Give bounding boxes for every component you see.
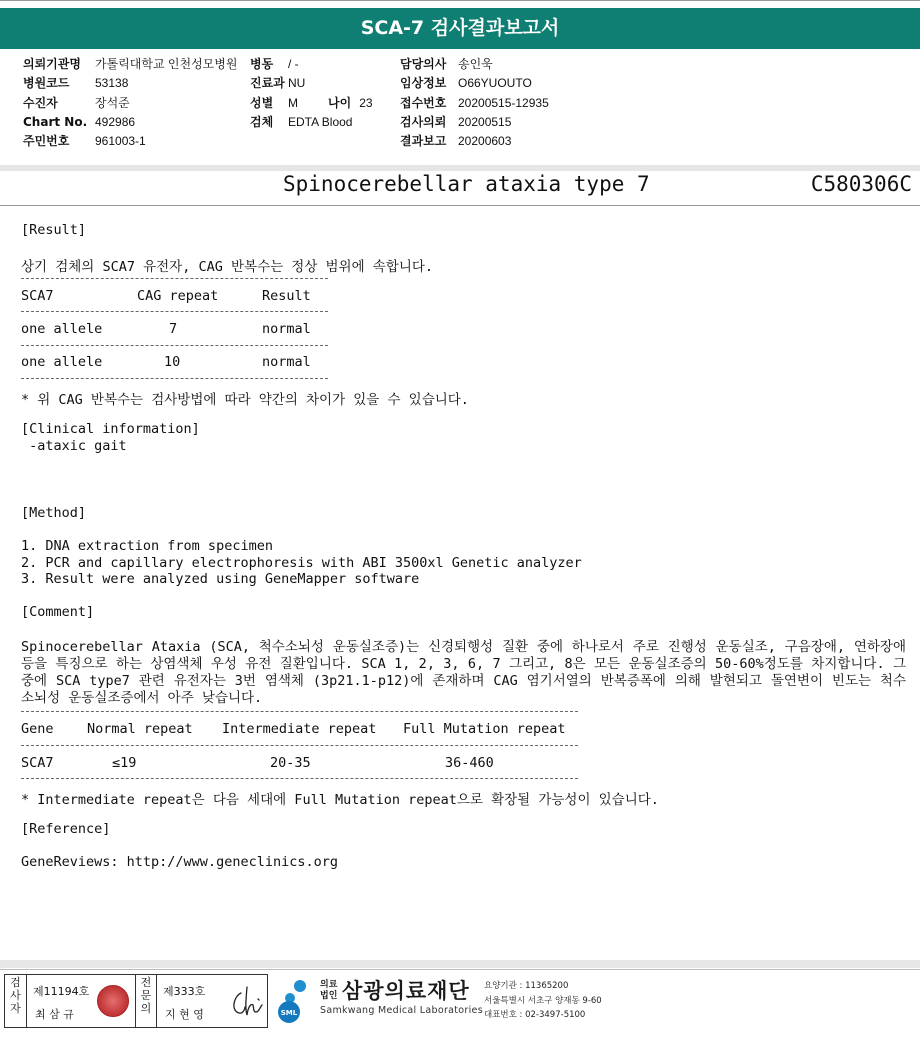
label-hospital-code: 병원코드 [23,76,70,91]
value-receipt-no: 20200515-12935 [458,95,549,110]
org-english-name: Samkwang Medical Laboratories [320,1005,483,1016]
value-request-date: 20200515 [458,114,512,129]
divider [21,711,578,712]
clinical-heading: [Clinical information] [21,421,200,437]
label-clinical-info: 임상정보 [400,76,447,91]
org-name: 삼광의료재단 [342,979,470,1003]
result-col-result: Result [262,288,311,304]
divider [21,345,328,346]
value-age: 23 [359,95,373,110]
value-department: NU [288,76,306,91]
allele-2-result: normal [262,354,311,370]
divider [21,745,578,746]
test-separator [0,205,920,206]
allele-1-repeat: 7 [169,321,178,337]
method-step-3: 3. Result were analyzed using GeneMapper software [21,571,420,587]
footer-separator [0,960,920,968]
label-request-date: 검사의뢰 [400,114,447,129]
value-sex: M [288,95,298,110]
method-heading: [Method] [21,505,87,521]
sml-logo-icon [272,976,320,1024]
info-column-1 [23,55,237,151]
label-patient: 수진자 [23,95,58,110]
info-separator [0,165,920,171]
value-specimen: EDTA Blood [288,114,353,129]
comment-note: * Intermediate repeat은 다음 세대에 Full Mutation repeat으로 확장될 가능성이 있습니다. [21,792,659,808]
top-border [0,0,920,8]
signature-icon [227,981,265,1021]
label-sex: 성별 [250,95,274,110]
gene-col-full: Full Mutation repeat [403,721,566,737]
org-type: 의료 법인 [320,980,338,1001]
label-report-date: 결과보고 [400,134,447,149]
org-contact [484,979,602,1023]
allele-1-result: normal [262,321,311,337]
label-resident-no: 주민번호 [23,134,70,149]
reference-text: GeneReviews: http://www.geneclinics.org [21,854,338,870]
value-doctor: 송인욱 [458,57,493,71]
comment-heading: [Comment] [21,604,95,620]
label-ward: 병동 [250,57,274,71]
test-code: C580306C [810,172,912,196]
divider [21,778,578,779]
examiner-name: 최 삼 규 [35,1008,74,1021]
label-institution: 의뢰기관명 [23,57,81,71]
gene-col-normal: Normal repeat [87,721,193,737]
result-col-gene: SCA7 [21,288,54,304]
info-column-3 [400,55,549,151]
value-report-date: 20200603 [458,134,512,149]
allele-1-label: one allele [21,321,103,337]
value-patient: 장석준 [95,95,130,110]
clinical-text: -ataxic gait [21,438,127,454]
value-chart-no: 492986 [95,114,136,129]
label-age: 나이 [328,95,352,110]
test-name: Spinocerebellar ataxia type 7 [283,172,650,196]
doctor-name: 지 현 영 [165,1008,204,1021]
examiner-label: 검 사 자 [5,975,27,1027]
gene-row-intermediate: 20-35 [270,755,311,771]
result-heading: [Result] [21,222,87,238]
value-hospital-code: 53138 [95,76,129,91]
gene-row-gene: SCA7 [21,755,54,771]
divider [21,311,328,312]
org-phone: 대표번호 : 02-3497-5100 [484,1010,586,1020]
doctor-license: 제333호 [163,985,206,998]
comment-text: Spinocerebellar Ataxia (SCA, 척수소뇌성 운동실조증)는 신경퇴행성 질환 중에 하나로서 주로 진행성 운동실조, 구음장애, 연하장애 등을 특징으로 하는 상염색체 우성 유전 질환입니다. SCA 1, 2, 3, 6, 7 그리고, 8은 모든 운동실조증의 50-60%정도를 차지합니다. 그중에 SCA type7 관련 유전자는 3번 염색체 (3p21.1-p12)에 존재하며 CAG 염기서열의 반복증폭에 의해 발현되고 돌연변이 빈도는 척수소뇌성 운동실조증에서 아주 낮습니다. [21,639,906,706]
specialist-label: 전 문 의 [135,975,157,1027]
seal-stamp-icon [97,985,129,1017]
method-step-1: 1. DNA extraction from specimen [21,538,273,554]
value-institution: 가톨릭대학교 인천성모병원 [95,57,238,71]
org-code: 요양기관 : 11365200 [484,981,569,991]
examiner-license: 제11194호 [33,985,90,998]
footer-line [0,969,920,970]
gene-col-intermediate: Intermediate repeat [222,721,377,737]
info-column-2 [250,55,373,132]
gene-col-gene: Gene [21,721,54,737]
label-department: 진료과 [250,76,285,91]
result-col-repeat: CAG repeat [137,288,219,304]
gene-row-normal: ≤19 [112,755,137,771]
gene-row-full: 36-460 [445,755,494,771]
signature-box [4,974,268,1028]
org-address: 서울특별시 서초구 양재동 9-60 [484,995,602,1006]
divider [21,378,328,379]
label-specimen: 검체 [250,114,274,129]
report-title: SCA-7 검사결과보고서 [0,8,920,49]
value-resident-no: 961003-1 [95,134,146,149]
label-doctor: 담당의사 [400,57,447,71]
label-receipt-no: 접수번호 [400,95,447,110]
value-clinical-info: O66YUOUTO [458,76,532,91]
result-note: * 위 CAG 반복수는 검사방법에 따라 약간의 차이가 있을 수 있습니다. [21,392,469,408]
value-ward: / - [288,57,299,71]
label-chart-no: Chart No. [23,114,88,129]
method-step-2: 2. PCR and capillary electrophoresis with ABI 3500xl Genetic analyzer [21,555,582,571]
result-summary: 상기 검체의 SCA7 유전자, CAG 반복수는 정상 범위에 속합니다. [21,259,434,275]
reference-heading: [Reference] [21,821,111,837]
allele-2-repeat: 10 [164,354,181,370]
svg-text:SML: SML [280,1009,298,1017]
allele-2-label: one allele [21,354,103,370]
divider [21,278,328,279]
